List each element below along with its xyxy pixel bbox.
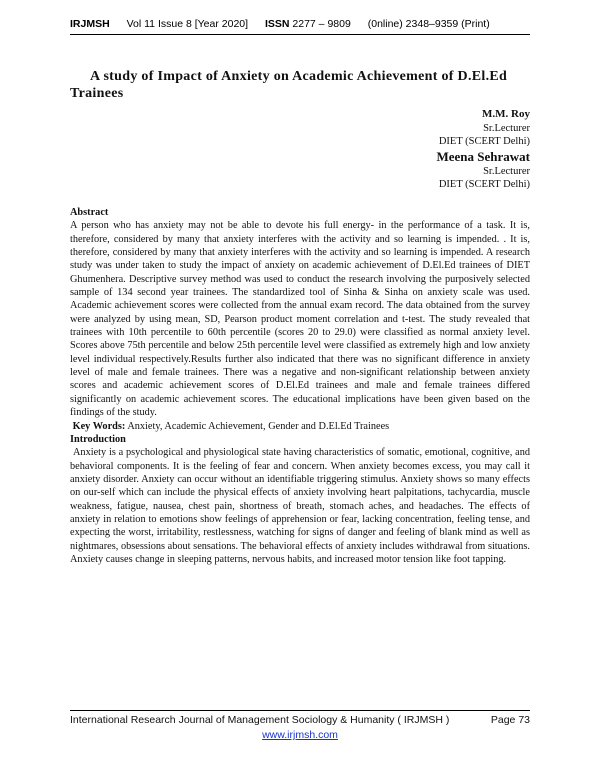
- author-1-role: Sr.Lecturer: [483, 122, 530, 134]
- keywords-text: Anxiety, Academic Achievement, Gender and D.El.Ed Trainees: [127, 420, 390, 432]
- abstract-heading: Abstract: [70, 207, 109, 218]
- header-issn: 2277 – 9809: [292, 18, 351, 30]
- header-divider: [70, 34, 530, 35]
- journal-website-link[interactable]: www.irjmsh.com: [262, 729, 338, 741]
- footer-url-container: [0, 729, 600, 741]
- footer-journal: International Research Journal of Management Sociology & Humanity ( IRJMSH ): [70, 714, 450, 726]
- header-volume: Vol 11 Issue 8 [Year 2020]: [126, 18, 249, 30]
- footer-divider: [70, 710, 530, 711]
- paper-body: [70, 206, 530, 566]
- keywords-label: Key Words:: [72, 420, 126, 432]
- paper-title: A study of Impact of Anxiety on Academic Achievement of D.El.Ed Trainees: [70, 69, 508, 101]
- running-header: [70, 18, 530, 32]
- author-2-role: Sr.Lecturer: [483, 165, 530, 177]
- author-1-affiliation: DIET (SCERT Delhi): [438, 136, 530, 147]
- author-2-name: Meena Sehrawat: [436, 148, 530, 164]
- running-footer: [70, 714, 530, 726]
- introduction-heading: Introduction: [70, 433, 126, 445]
- author-block: [436, 108, 530, 192]
- introduction-text: Anxiety is a psychological and physiological state having characteristics of somatic, emotional, cognitive, and behavioral components. It is the feeling of fear and concern. When anxiety becomes excess, you may call it anxiety disorder. Anxiety can occur without an identifiable triggering stimulus. Anxiety shows so many effects on our-self which can include the physical effects of anxiety involving heart palpitations, tachycardia, muscle weakness, fatigue, nausea, chest pain, shortness of breath, stomach aches, and headaches. The effects of anxiety in relation to emotions show feelings of apprehension or fear, lacking concentration, feeling tense, and expecting the worst, irritability, restlessness, watching for signs of danger and feeling of blank mind as well as nightmares, obsessions about sensations. The behavioral effects of anxiety includes withdrawal from situations. Anxiety causes change in sleeping patterns, nervous habits, and increased motor tension like foot tapping.: [70, 447, 530, 565]
- keywords-line: [70, 420, 530, 433]
- header-issn-label: ISSN: [264, 18, 290, 30]
- header-online: (0nline) 2348–9359 (Print): [367, 18, 490, 30]
- author-1-name: M.M. Roy: [482, 108, 530, 120]
- header-journal: IRJMSH: [70, 18, 110, 30]
- abstract-text: A person who has anxiety may not be able to devote his full energy- in the performance of a task. It is, therefore, considered by many that anxiety interferes with the activity and so learning is impended. . It is, therefore, considered by many that anxiety interferes with the activity and so learning is impended. A research study was under taken to study the impact of anxiety on academic achievement of D.El.Ed trainees of DIET Ghumenhera. Descriptive survey method was used to conduct the research involving the purposively selected sample of 134 second year trainees. The standardized tool of Sinha & Sinha on anxiety scale was used. Academic achievement scores were collected from the annual exam record. The data obtained from the survey were analyzed by using mean, SD, Pearson product moment correlation and t-test. The study revealed that trainees with 10th percentile to 60th percentile (scores 20 to 29.0) were classified as normal anxiety level. Scores above 75th percentile and below 25th percentile level were classified as extremely high and low anxiety level individual respectively.Results further also indicated that there was no significant difference in anxiety level of male and female trainees. There was a negative and non-significant relationship between anxiety scores and academic achievement scores of D.El.Ed trainees and male and female trainees differed significantly on academic achievement scores. The educational implications have been given based on the findings of the study.: [70, 220, 530, 419]
- author-2-affiliation: DIET (SCERT Delhi): [438, 179, 530, 190]
- page-number: Page 73: [490, 714, 530, 726]
